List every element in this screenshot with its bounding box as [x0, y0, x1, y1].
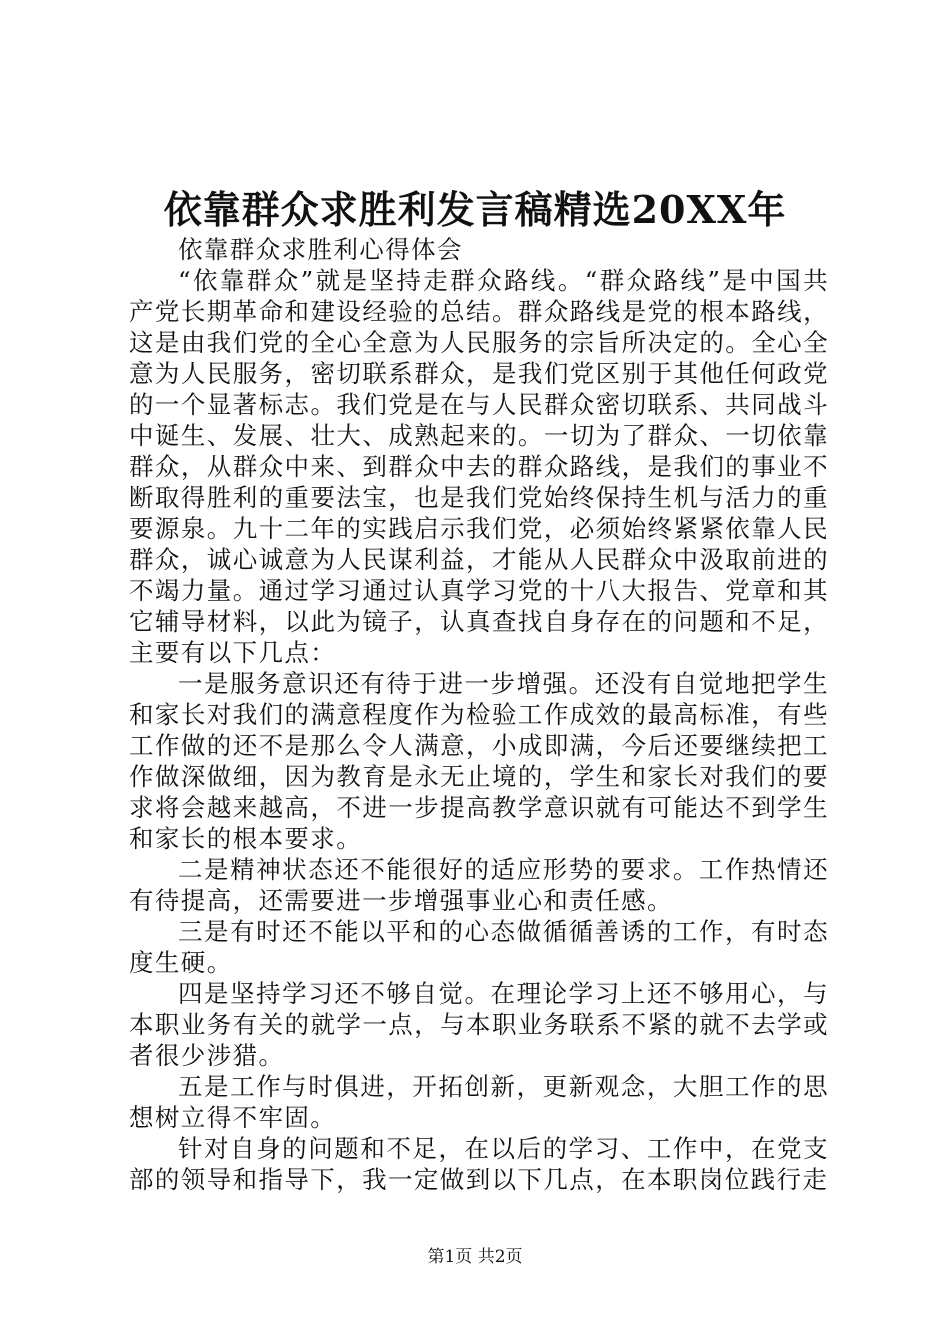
page-number-footer: 第1页 共2页 [427, 1247, 523, 1267]
paragraph-1: “依靠群众”就是坚持走群众路线。“群众路线”是中国共产党长期革命和建设经验的总结。群众路线是党的根本路线，这是由我们党的全心全意为人民服务的宗旨所决定的。全心全意为人民服务，密切联系群众，是我们党区别于其他任何政党的一个显著标志。我们党是在与人民群众密切联系、共同战斗中诞生、发展、壮大、成熟起来的。一切为了群众、一切依靠群众，从群众中来、到群众中去的群众路线，是我们的事业不断取得胜利的重要法宝，也是我们党始终保持生机与活力的重要源泉。九十二年的实践启示我们党，必须始终紧紧依靠人民群众，诚心诚意为人民谋利益，才能从人民群众中汲取前进的不竭力量。通过学习通过认真学习党的十八大报告、党章和其它辅导材料，以此为镜子，认真查找自身存在的问题和不足，主要有以下几点： [129, 266, 829, 667]
document-body [129, 234, 829, 1195]
document-title: 依靠群众求胜利发言稿精选20XX年 [163, 187, 787, 232]
paragraph-5: 四是坚持学习还不够自觉。在理论学习上还不够用心，与本职业务有关的就学一点，与本职业务联系不紧的就不去学或者很少涉猎。 [129, 979, 829, 1070]
paragraph-4: 三是有时还不能以平和的心态做循循善诱的工作，有时态度生硬。 [129, 917, 829, 977]
document-subtitle: 依靠群众求胜利心得体会 [178, 235, 463, 264]
paragraph-3: 二是精神状态还不能很好的适应形势的要求。工作热情还有待提高，还需要进一步增强事业心和责任感。 [129, 855, 829, 915]
paragraph-7: 针对自身的问题和不足，在以后的学习、工作中，在党支部的领导和指导下，我一定做到以下几点，在本职岗位践行走 [129, 1134, 829, 1194]
paragraph-2: 一是服务意识还有待于进一步增强。还没有自觉地把学生和家长对我们的满意程度作为检验工作成效的最高标准，有些工作做的还不是那么令人满意，小成即满，今后还要继续把工作做深做细，因为教育是永无止境的，学生和家长对我们的要求将会越来越高，不进一步提高教学意识就有可能达不到学生和家长的根本要求。 [129, 669, 829, 853]
paragraph-6: 五是工作与时俱进，开拓创新，更新观念，大胆工作的思想树立得不牢固。 [129, 1072, 829, 1132]
